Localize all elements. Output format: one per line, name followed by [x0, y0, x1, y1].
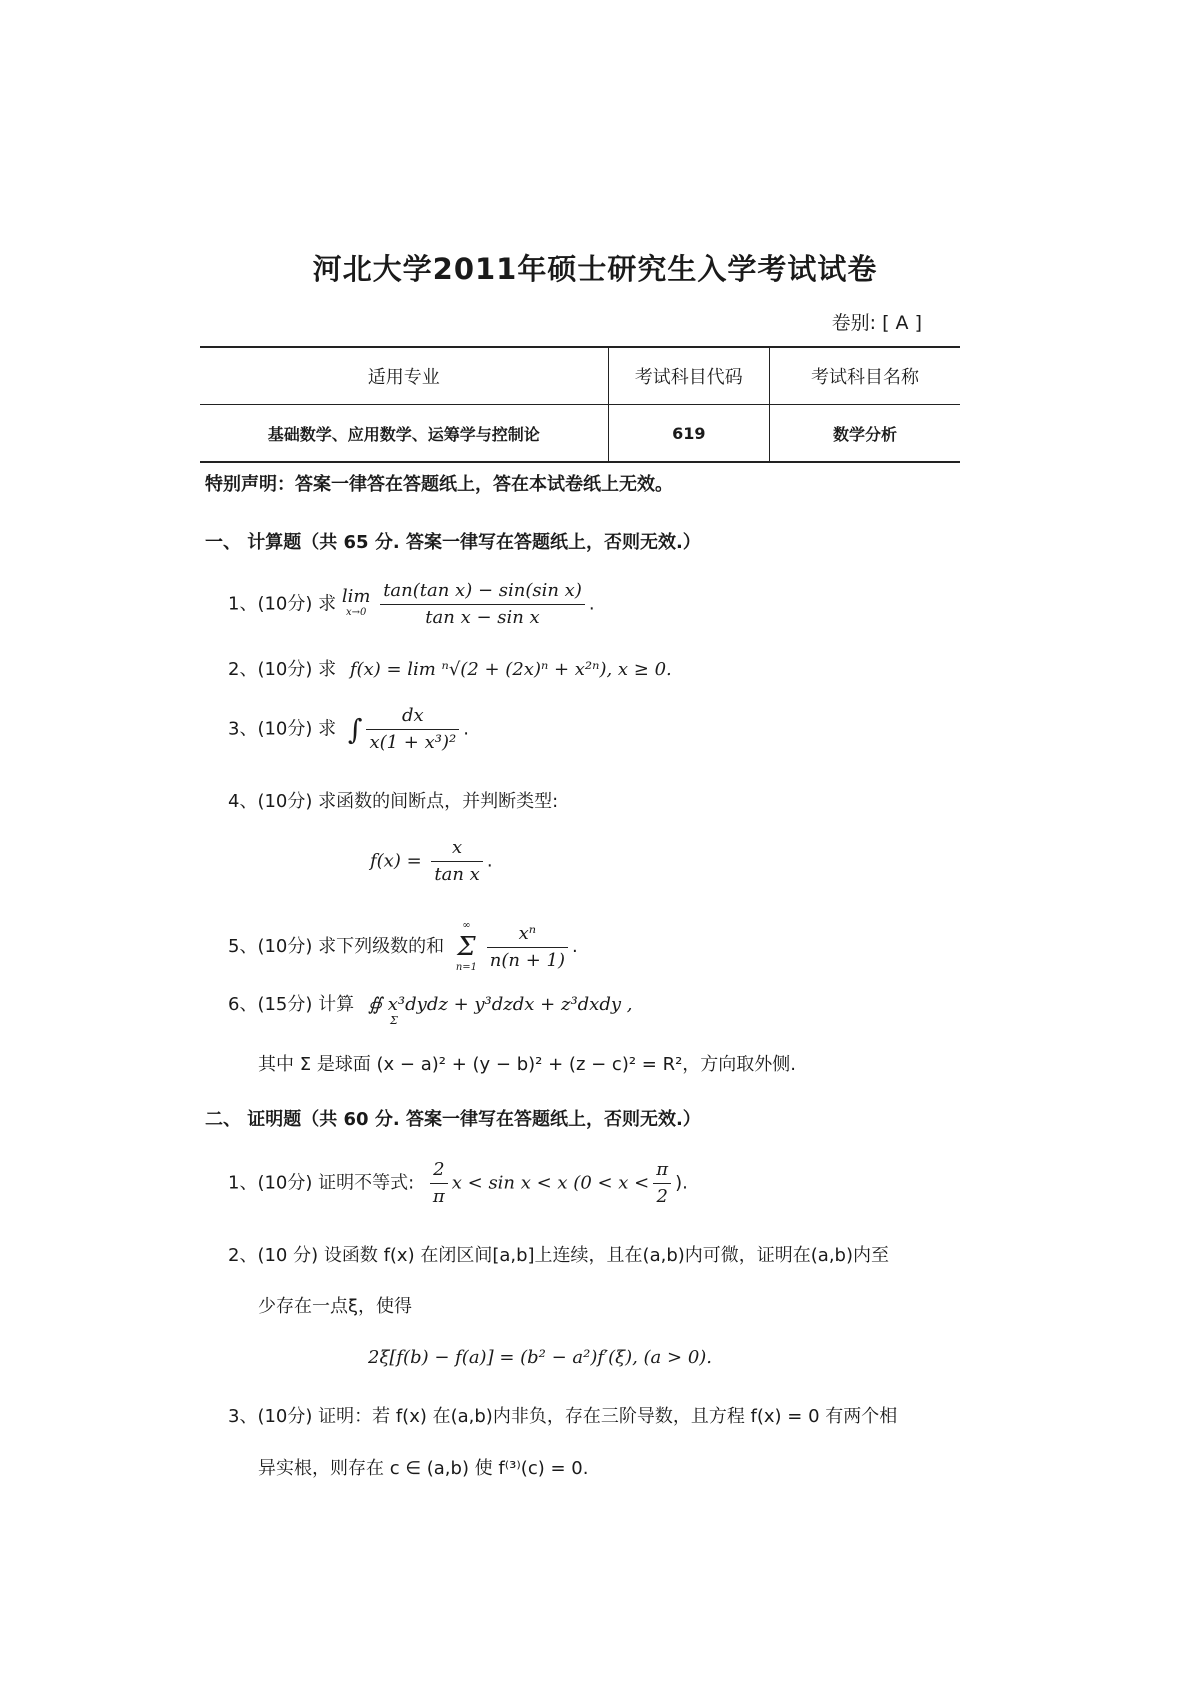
s1-question-3: 3、(10分) 求 ∫ $\frac{dx}{\text{x(1 + x³)²}}$ . — [228, 703, 469, 756]
s2-question-3-line1: 3、(10分) 证明：若 f(x) 在(a,b)内非负，存在三阶导数，且方程 f(x) = 0 有两个相 — [228, 1406, 898, 1427]
s1-question-5: 5、(10分) 求下列级数的和 ∞ Σ n=1 $\frac{\text{xⁿ}}{n(n + 1)}$ . — [228, 918, 578, 976]
fraction: $\frac{\text{xⁿ}}{n(n + 1)}$ — [487, 921, 568, 974]
s1-question-4-formula: f(x) = $\frac{x}{\text{tan x}}$ . — [370, 835, 493, 888]
special-notice: 特别声明：答案一律答在答题纸上，答在本试卷纸上无效。 — [205, 474, 673, 495]
s2-question-2-line1: 2、(10 分) 设函数 f(x) 在闭区间[a,b]上连续，且在(a,b)内可微，证明在(a,b)内至 — [228, 1245, 889, 1266]
table-header-row — [200, 347, 960, 405]
header-subject: 考试科目名称 — [770, 347, 960, 405]
s1-question-4: 4、(10分) 求函数的间断点，并判断类型: — [228, 791, 559, 812]
s2-question-1: 1、(10分) 证明不等式: $\frac{2}{\pi}$ x < sin x < x (0 < x < $\frac{\pi}{2}$ ). — [228, 1157, 688, 1210]
s1-question-6-note: 其中 Σ 是球面 (x − a)² + (y − b)² + (z − c)² = R²，方向取外侧. — [258, 1054, 797, 1075]
cell-major: 基础数学、应用数学、运筹学与控制论 — [200, 405, 608, 463]
header-code: 考试科目代码 — [608, 347, 770, 405]
section2-title: 二、 证明题（共 60 分. 答案一律写在答题纸上，否则无效.） — [205, 1109, 701, 1130]
fraction: $\frac{\pi}{2}$ — [653, 1157, 671, 1210]
s2-question-3-line2: 异实根，则存在 c ∈ (a,b) 使 f⁽³⁾(c) = 0. — [258, 1458, 589, 1479]
s1-question-6: 6、(15分) 计算 ∯ x³dydz + y³dzdx + z³dxdy , Σ — [228, 994, 633, 1027]
exam-title: 河北大学2011年硕士研究生入学考试试卷 — [312, 252, 878, 286]
cell-subject: 数学分析 — [833, 424, 898, 444]
s1-question-2: 2、(10分) 求 f(x) = lim ⁿ√(2 + (2x)ⁿ + x²ⁿ), x ≥ 0. — [228, 659, 672, 680]
fraction: $\frac{\text{tan(tan x) − sin(sin x)}}{\text{tan x − sin x}}$ — [380, 578, 585, 631]
table-row — [200, 405, 960, 463]
exam-info-table — [200, 346, 960, 463]
limit-operator: lim x→0 — [341, 585, 371, 618]
paper-type: 卷别: [ A ] — [831, 312, 922, 334]
fraction: $\frac{x}{\text{tan x}}$ — [431, 835, 482, 888]
header-major: 适用专业 — [200, 347, 608, 405]
section1-title: 一、 计算题（共 65 分. 答案一律写在答题纸上，否则无效.） — [205, 532, 701, 553]
s2-question-2-line2: 少存在一点ξ，使得 — [258, 1296, 413, 1317]
fraction: $\frac{2}{\pi}$ — [430, 1157, 448, 1210]
sum-operator: ∞ Σ n=1 — [455, 920, 478, 973]
cell-code: 619 — [608, 405, 770, 463]
s2-question-2-formula: 2ξ[f(b) − f(a)] = (b² − a²)f′(ξ), (a > 0). — [368, 1347, 713, 1368]
s1-question-1: 1、(10分) 求 lim x→0 $\frac{\text{tan(tan x) − sin(sin x)}}{\text{tan x − sin x}}$ . — [228, 578, 595, 631]
fraction: $\frac{dx}{\text{x(1 + x³)²}}$ — [366, 703, 459, 756]
